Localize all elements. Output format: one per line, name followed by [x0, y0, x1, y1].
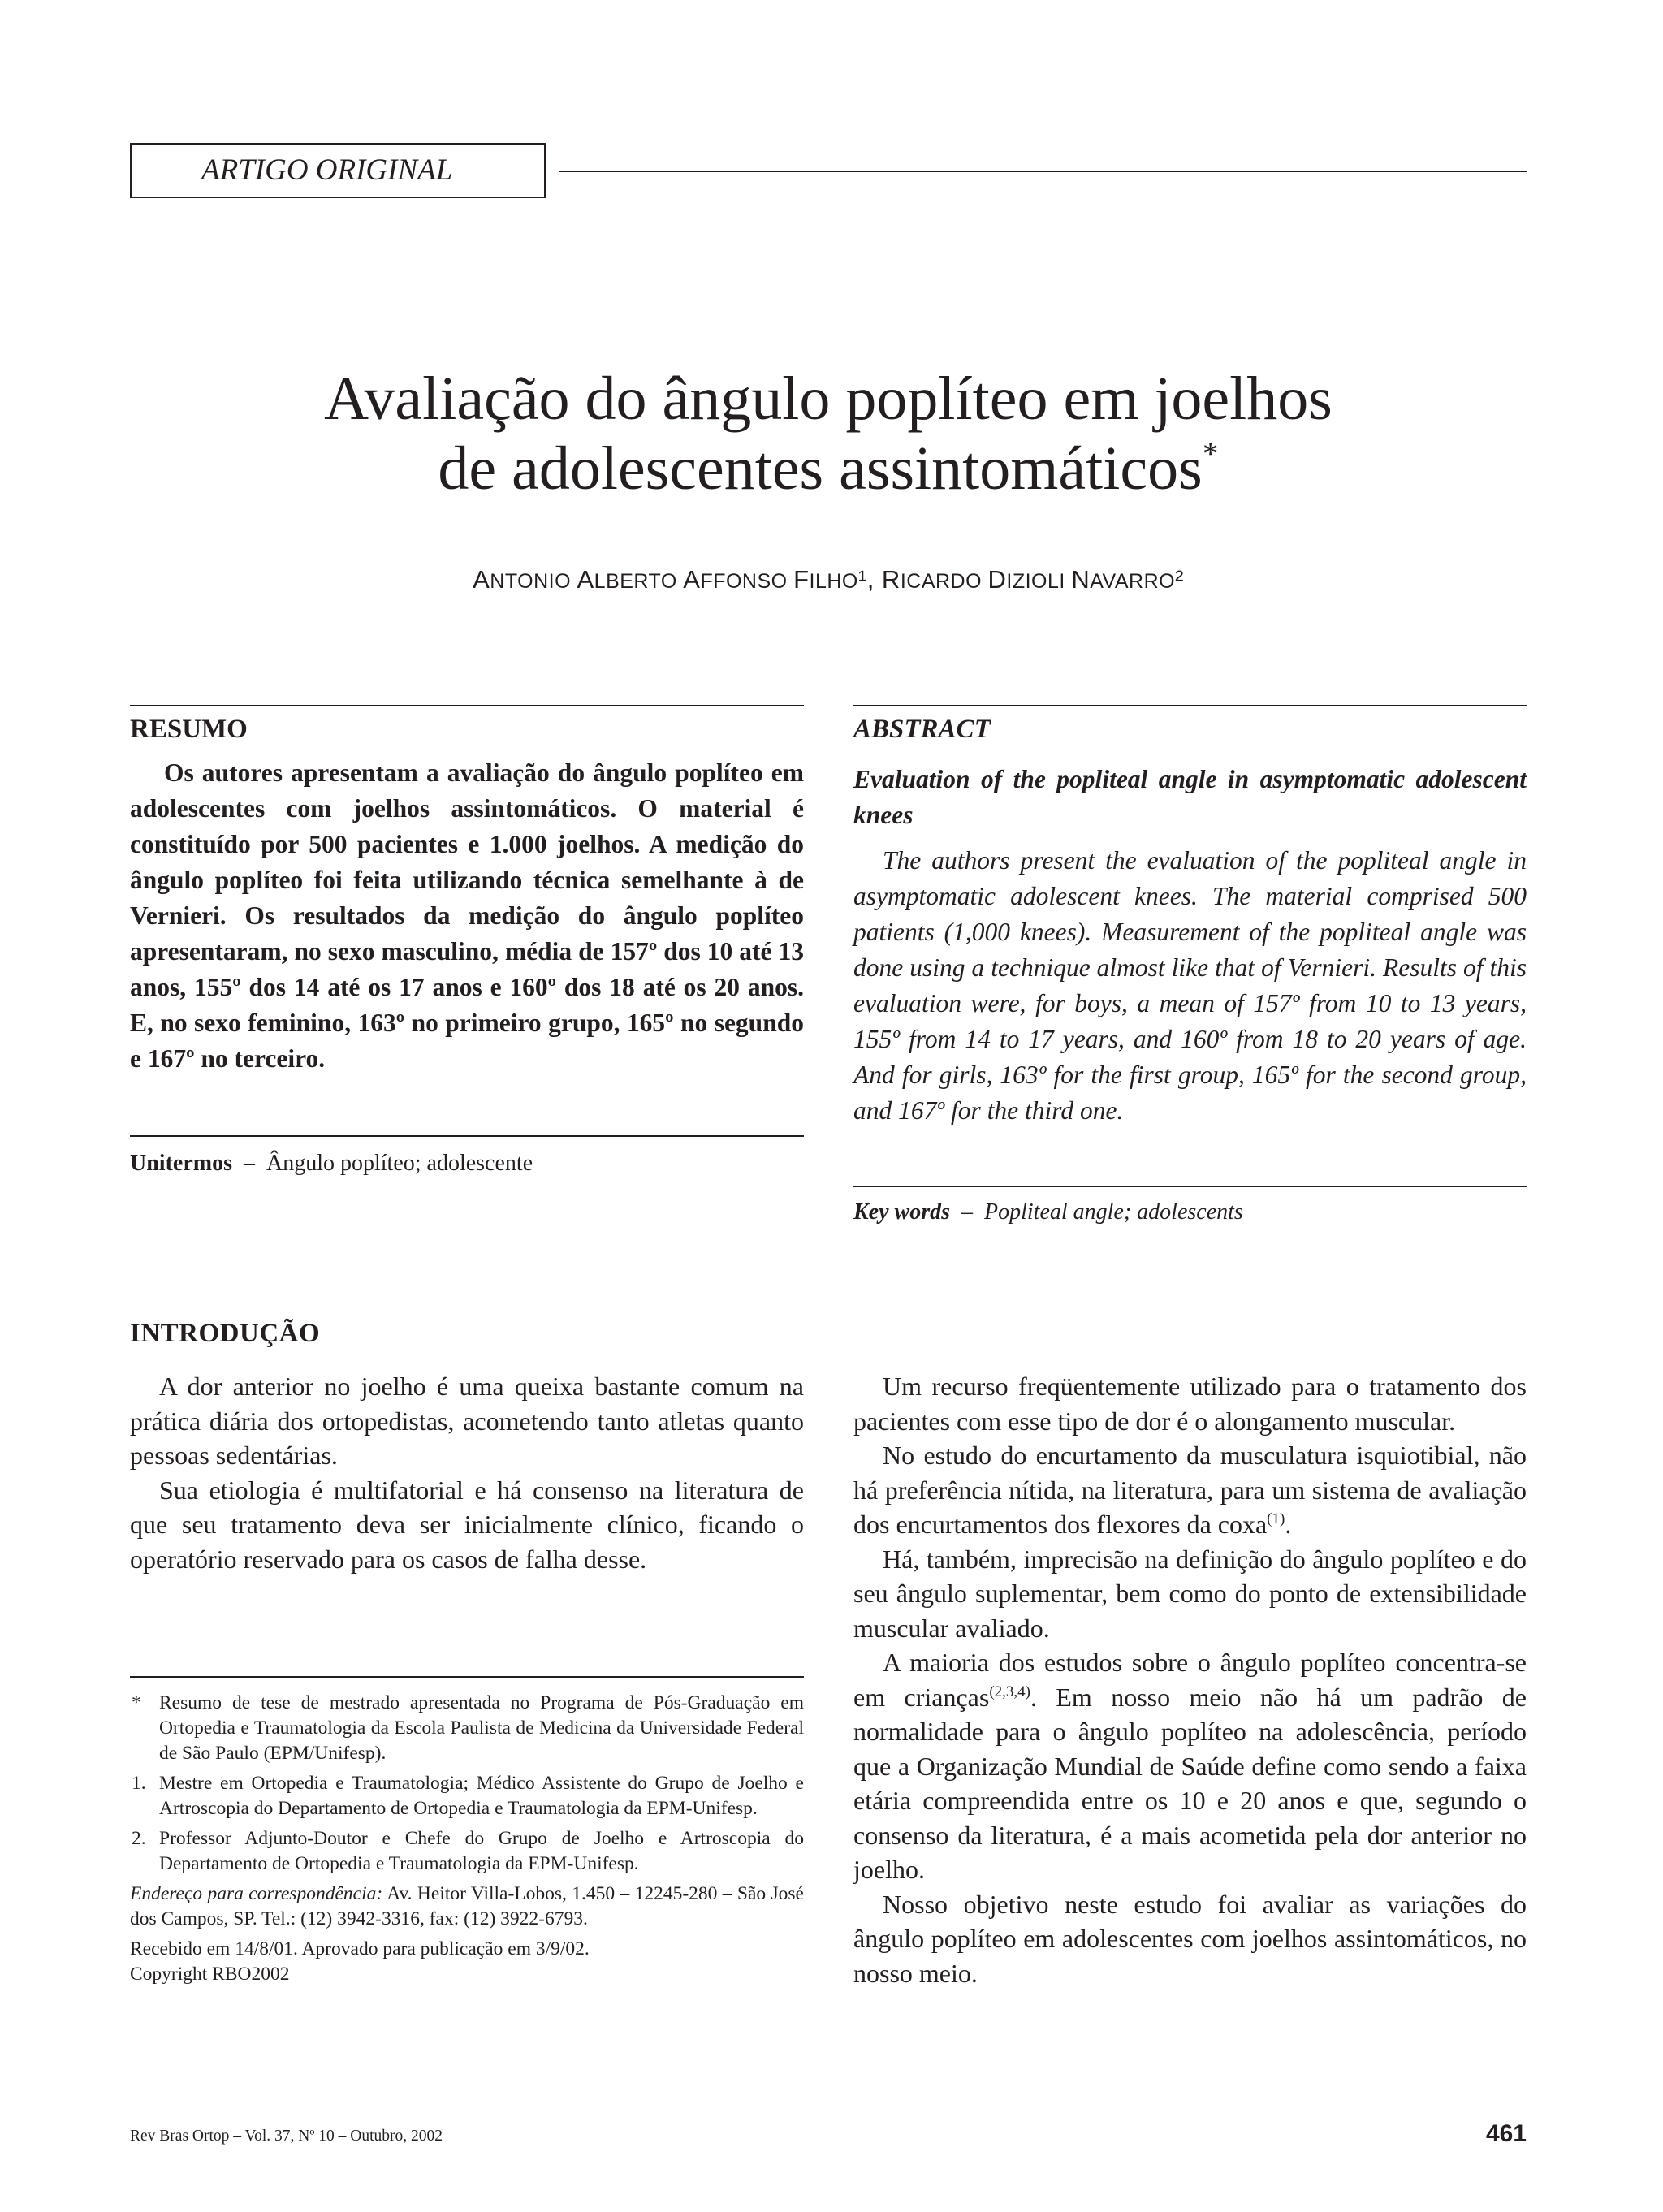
running-footer: Rev Bras Ortop – Vol. 37, Nº 10 – Outubro, 2002	[130, 2128, 443, 2145]
citation: (2,3,4)	[989, 1683, 1030, 1700]
abstract-subtitle: Evaluation of the popliteal angle in asymptomatic adolescent knees	[853, 765, 1527, 829]
introducao-heading: INTRODUÇÃO	[130, 1319, 321, 1348]
footnote: 2. Professor Adjunto-Doutor e Chefe do Grupo de Joelho e Artroscopia do Departamento de Ortopedia e Traumatologia da EPM-Unifesp.	[132, 1828, 804, 1874]
paragraph: Sua etiologia é multifatorial e há consenso na literatura de que seu tratamento deva ser inicialmente clínico, ficando o operatório reservado para os casos de falha desse.	[130, 1475, 804, 1574]
keywords-text: Ângulo poplíteo; adolescente	[266, 1151, 533, 1176]
paragraph: A dor anterior no joelho é uma queixa bastante comum na prática diária dos ortopedistas, acometendo tanto atletas quanto pessoas sedentárias.	[130, 1372, 804, 1470]
copyright: Copyright RBO2002	[130, 1964, 290, 1985]
page-number: 461	[1485, 2120, 1527, 2147]
resumo-top-rule	[130, 705, 804, 706]
paragraph: Um recurso freqüentemente utilizado para o tratamento dos pacientes com esse tipo de dor é o alongamento muscular.	[853, 1372, 1527, 1436]
introducao-left-column	[130, 1369, 804, 1576]
article-title	[130, 364, 1527, 503]
paragraph: Há, também, imprecisão na definição do ângulo poplíteo e do seu ângulo suplementar, bem como do ponto de extensibilidade muscular avaliado.	[853, 1544, 1527, 1643]
paragraph: No estudo do encurtamento da musculatura isquiotibial, não há preferência nítida, na literatura, para um sistema de avaliação dos encurtamentos dos flexores da coxa$^{(1)}$.	[853, 1441, 1527, 1539]
abstract-bottom-rule	[853, 1186, 1527, 1187]
resumo-body: Os autores apresentam a avaliação do ângulo poplíteo em adolescentes com joelhos assintomáticos. O material é constituído por 500 pacientes e 1.000 joelhos. A medição do ângulo poplíteo foi feita utilizando técnica semelhante à de Vernieri. Os resultados da medição do ângulo poplíteo apresentaram, no sexo masculino, média de 157º dos 10 até 13 anos, 155º dos 14 até os 17 anos e 160º dos 18 até os 20 anos. E, no sexo feminino, 163º no primeiro grupo, 165º no segundo e 167º no terceiro.	[130, 758, 804, 1073]
abstract-heading: ABSTRACT	[853, 715, 991, 744]
authors: ANTONIO ALBERTO AFFONSO FILHO¹, RICARDO DIZIOLI NAVARRO²	[473, 565, 1184, 594]
title-footnote-mark: *	[1202, 435, 1219, 472]
paragraph: A maioria dos estudos sobre o ângulo poplíteo concentra-se em crianças$^{(2,3,4)}$. Em nosso meio não há um padrão de normalidade para o ângulo poplíteo na adolescência, período que a Organização Mundial de Saúde define como sendo a faixa etária compreendida entre os 10 e 20 anos e que, segundo o consenso da literatura, é a mais acometida pela dor anterior no joelho.	[853, 1648, 1527, 1884]
resumo-bottom-rule	[130, 1135, 804, 1137]
footnote: * Resumo de tese de mestrado apresentada no Programa de Pós-Graduação em Ortopedia e Traumatologia da Escola Paulista de Medicina da Universidade Federal de São Paulo (EPM/Unifesp).	[132, 1692, 804, 1764]
paragraph: Nosso objetivo neste estudo foi avaliar as variações do ângulo poplíteo em adolescentes com joelhos assintomáticos, no nosso meio.	[853, 1889, 1527, 1988]
introducao-right-column	[853, 1369, 1527, 1990]
footnotes	[130, 1691, 804, 1987]
abstract-body: The authors present the evaluation of the popliteal angle in asymptomatic adolescent knees. The material comprised 500 patients (1,000 knees). Measurement of the popliteal angle was done using a technique almost like that of Vernieri. Results of this evaluation were, for boys, a mean of 157º from 10 to 13 years, 155º from 14 to 17 years, and 160º from 18 to 20 years of age. And for girls, 163º for the first group, 165º for the second group, and 167º for the third one.	[853, 846, 1527, 1125]
keywords-text: Popliteal angle; adolescents	[984, 1199, 1243, 1225]
keywords-label: Unitermos	[130, 1151, 232, 1176]
footnote-rule	[130, 1676, 804, 1678]
title-line-2	[130, 434, 1527, 503]
title-line-2-text: de adolescentes assintomáticos	[438, 434, 1203, 503]
abstract-top-rule	[853, 705, 1527, 706]
footnote: 1. Mestre em Ortopedia e Traumatologia; Médico Assistente do Grupo de Joelho e Artroscopia do Departamento de Ortopedia e Traumatologia da EPM-Unifesp.	[132, 1773, 804, 1819]
resumo-keywords: Unitermos – Ângulo poplíteo; adolescente	[130, 1151, 533, 1176]
resumo-heading: RESUMO	[130, 715, 248, 744]
section-label-box	[130, 143, 546, 198]
citation: (1)	[1267, 1510, 1285, 1527]
title-line-1: Avaliação do ângulo poplíteo em joelhos	[324, 365, 1333, 433]
header-rule	[559, 171, 1527, 172]
author-2: RICARDO DIZIOLI NAVARRO²	[881, 565, 1184, 594]
abstract-keywords: Key words – Popliteal angle; adolescents	[853, 1199, 1243, 1225]
correspondence-address: Endereço para correspondência: Av. Heitor Villa-Lobos, 1.450 – 12245-280 – São José dos Campos, SP. Tel.: (12) 3942-3316, fax: (12) 3922-6793.	[130, 1883, 804, 1929]
section-label: ARTIGO ORIGINAL	[201, 153, 453, 187]
received-dates: Recebido em 14/8/01. Aprovado para publicação em 3/9/02.	[130, 1938, 590, 1959]
author-1: ANTONIO ALBERTO AFFONSO FILHO¹	[473, 565, 867, 594]
keywords-label: Key words	[853, 1199, 950, 1225]
